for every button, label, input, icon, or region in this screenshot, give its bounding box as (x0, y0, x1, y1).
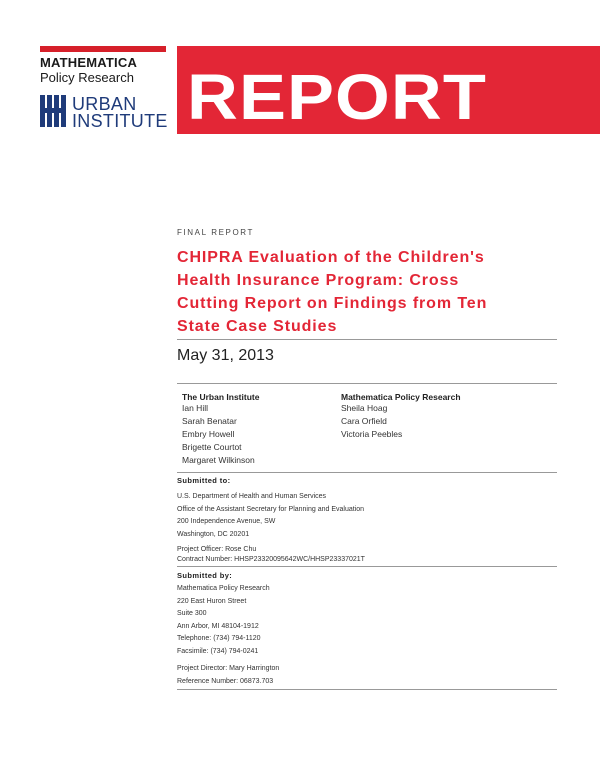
address-line: Ann Arbor, MI 48104-1912 (177, 622, 259, 630)
report-banner (177, 46, 600, 134)
divider (177, 566, 557, 567)
divider (177, 339, 557, 340)
facsimile: Facsimile: (734) 794-0241 (177, 647, 259, 655)
submitted-to-block (177, 476, 365, 565)
author-name: Margaret Wilkinson (182, 455, 255, 465)
urban-author-block (182, 392, 259, 467)
urban-institute-logo-icon (40, 95, 66, 127)
mathematica-author-block (341, 392, 461, 441)
project-director: Project Director: Mary Harrington (177, 665, 280, 672)
mathematica-logo-tagline: Policy Research (40, 70, 134, 85)
address-line: Office of the Assistant Secretary for Planning and Evaluation (177, 505, 365, 513)
urban-logo-line2: INSTITUTE (72, 111, 168, 131)
title-line: Cutting Report on Findings from Ten (177, 295, 488, 312)
address-line: 200 Independence Avenue, SW (177, 518, 276, 525)
document-label: FINAL REPORT (177, 228, 254, 237)
reference-number: Reference Number: 06873.703 (177, 677, 274, 685)
address-line: Washington, DC 20201 (177, 530, 250, 538)
telephone: Telephone: (734) 794-1120 (177, 635, 261, 642)
title-line: Health Insurance Program: Cross (177, 272, 460, 289)
author-name: Embry Howell (182, 429, 235, 439)
author-name: Sarah Benatar (182, 416, 237, 426)
address-line: 220 East Huron Street (177, 597, 247, 605)
document-title (177, 246, 547, 338)
mathematica-logo-bar (40, 46, 166, 52)
divider (177, 472, 557, 473)
author-org-heading: Mathematica Policy Research (341, 392, 461, 402)
divider (177, 689, 557, 690)
author-name: Sheila Hoag (341, 403, 388, 413)
address-line: Suite 300 (177, 610, 207, 617)
author-name: Brigette Courtot (182, 442, 242, 452)
title-line: State Case Studies (177, 318, 338, 335)
contract-number: Contract Number: HHSP23320095642WC/HHSP23337021T (177, 556, 365, 563)
document-date: May 31, 2013 (177, 347, 274, 364)
address-line: U.S. Department of Health and Human Services (177, 493, 327, 500)
author-name: Ian Hill (182, 403, 208, 413)
author-name: Cara Orfield (341, 416, 387, 426)
project-officer: Project Officer: Rose Chu (177, 546, 257, 553)
mathematica-logo-name: MATHEMATICA (40, 55, 138, 70)
title-line: CHIPRA Evaluation of the Children's (177, 249, 485, 266)
urban-logo-line1: URBAN (72, 94, 137, 114)
submitted-by-heading: Submitted by: (177, 571, 233, 580)
author-name: Victoria Peebles (341, 429, 403, 439)
author-list (341, 402, 461, 441)
author-org-heading: The Urban Institute (182, 392, 260, 402)
submitted-to-heading: Submitted to: (177, 476, 231, 485)
submitted-by-block (177, 571, 279, 688)
address-line: Mathematica Policy Research (177, 585, 270, 592)
divider (177, 383, 557, 384)
author-list (182, 402, 259, 467)
report-banner-text: REPORT (187, 61, 487, 133)
